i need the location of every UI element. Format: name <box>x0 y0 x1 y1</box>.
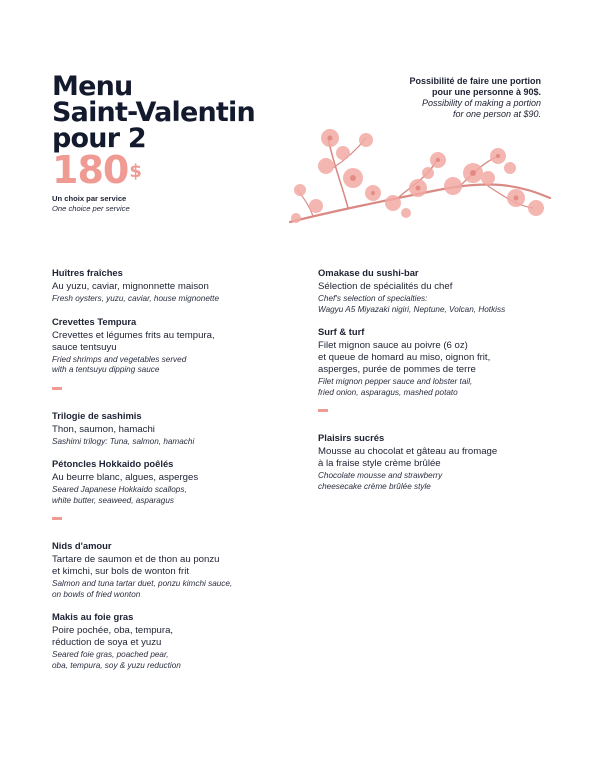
course-description-en: Fresh oysters, yuzu, caviar, house mignonette <box>52 294 220 303</box>
portion-note-fr-1: Possibilité de faire une portion <box>409 76 541 86</box>
section-divider <box>52 387 62 390</box>
choice-note <box>52 194 130 214</box>
course-description-fr: Au yuzu, caviar, mignonnette maison <box>52 281 209 292</box>
title-line-2: Saint-Valentin <box>52 97 255 128</box>
course-item <box>52 316 287 376</box>
course-title: Nids d'amour <box>52 540 112 551</box>
course-title: Pétoncles Hokkaido poêlés <box>52 458 174 469</box>
portion-note-en-1: Possibility of making a portion <box>421 98 541 108</box>
course-title: Makis au foie gras <box>52 611 134 622</box>
course-description-en: Filet mignon pepper sauce and lobster tail, fried onion, asparagus, mashed potato <box>318 377 473 397</box>
course-description-en: Seared Japanese Hokkaido scallops, white butter, seaweed, asparagus <box>52 485 187 505</box>
course-title: Trilogie de sashimis <box>52 409 142 421</box>
choice-note-en: One choice per service <box>52 204 130 213</box>
course-title: Omakase du sushi-bar <box>318 267 419 278</box>
course-item <box>318 432 553 492</box>
course-title: Plaisirs sucrés <box>318 432 385 443</box>
cherry-blossom-branch-icon <box>288 118 553 238</box>
section-divider <box>318 409 328 412</box>
course-description-en: Chef's selection of specialties: Wagyu A5 Miyazaki nigiri, Neptune, Volcan, Hotkiss <box>318 294 506 314</box>
course-description-en: Salmon and tuna tartar duet, ponzu kimchi sauce, on bowls of fried wonton <box>52 579 233 599</box>
course-title: Huîtres fraîches <box>52 267 123 278</box>
course-description-en: Seared foie gras, poached pear, oba, tempura, soy & yuzu reduction <box>52 650 181 670</box>
section-divider <box>52 517 62 520</box>
portion-note-fr-2: pour une personne à 90$. <box>431 87 541 97</box>
course-item <box>52 540 287 600</box>
course-item <box>318 267 553 315</box>
course-item <box>52 267 287 305</box>
title-line-3: pour 2 <box>52 123 146 154</box>
course-title: Crevettes Tempura <box>52 315 137 327</box>
left-column <box>52 267 287 682</box>
course-description-en: Fried shrimps and vegetables served with a tentsuyu dipping sauce <box>52 354 187 374</box>
course-item <box>52 410 287 448</box>
course-description-en: Sashimi trilogy: Tuna, salmon, hamachi <box>52 436 195 446</box>
menu-title <box>52 71 255 154</box>
course-title: Surf & turf <box>318 326 365 337</box>
course-description-fr: Thon, saumon, hamachi <box>52 423 155 435</box>
choice-note-fr: Un choix par service <box>52 194 127 203</box>
course-description-fr: Poire pochée, oba, tempura, réduction de soya et yuzu <box>52 625 174 648</box>
course-description-fr: Sélection de spécialités du chef <box>318 281 453 292</box>
price-value: 180 <box>52 148 129 192</box>
portion-note <box>311 76 541 120</box>
title-line-1: Menu <box>52 71 133 102</box>
price-currency: $ <box>129 161 141 182</box>
course-description-fr: Au beurre blanc, algues, asperges <box>52 472 199 483</box>
course-item <box>52 611 287 671</box>
right-column <box>318 267 553 503</box>
portion-note-en-2: for one person at $90. <box>452 109 541 119</box>
course-description-fr: Filet mignon sauce au poivre (6 oz) et queue de homard au miso, oignon frit, asperges, purée de pommes de terre <box>318 340 491 375</box>
course-description-en: Chocolate mousse and strawberry cheesecake crème brûlée style <box>318 471 443 491</box>
course-description-fr: Mousse au chocolat et gâteau au fromage à la fraise style crème brûlée <box>318 446 498 469</box>
course-description-fr: Tartare de saumon et de thon au ponzu et kimchi, sur bols de wonton frit <box>52 554 220 577</box>
menu-price <box>52 150 141 190</box>
course-description-fr: Crevettes et légumes frits au tempura, sauce tentsuyu <box>52 329 215 353</box>
course-item <box>52 458 287 506</box>
course-item <box>318 326 553 398</box>
